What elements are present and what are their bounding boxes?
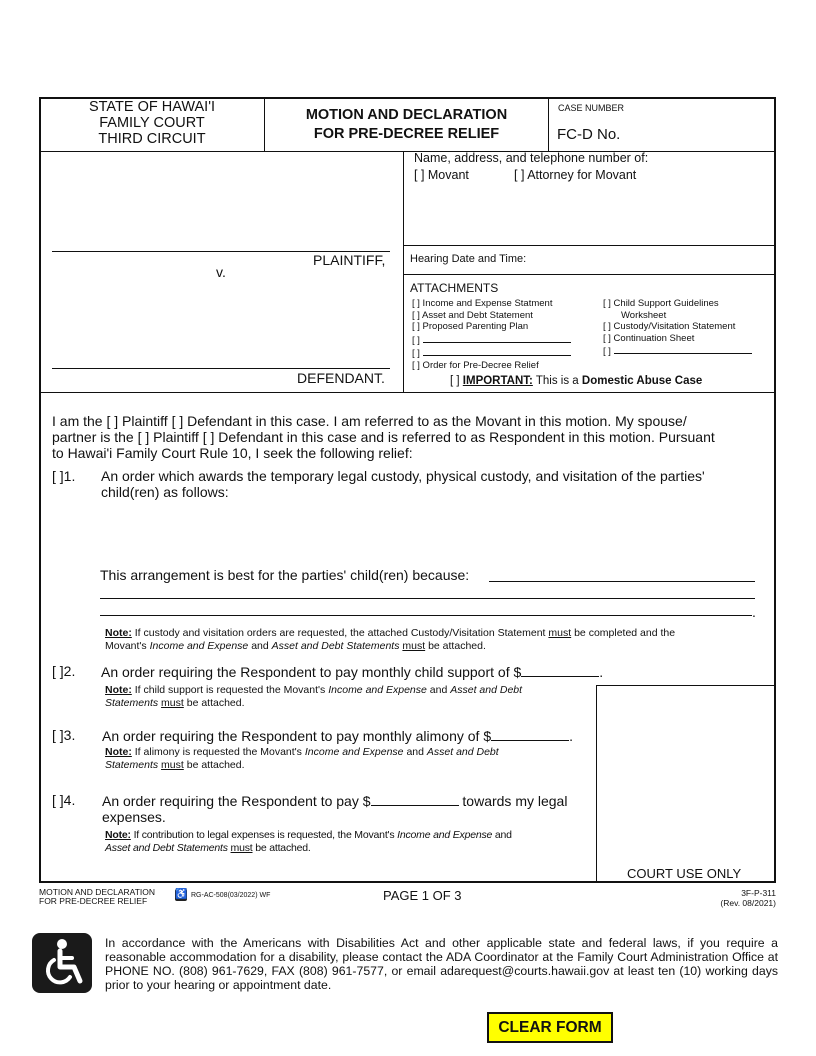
caption-bottom-line [40, 392, 775, 393]
intro-line-2: partner is the [ ] Plaintiff [ ] Defendant in this case and is referred to as Respondent in this motion. Pursuant [52, 429, 715, 445]
ada-notice: In accordance with the Americans with Disabilities Act and other applicable state and federal laws, if you require a reasonable accommodation for a disability, please contact the ADA Coordinator at the Family Court Administration Office at PHONE NO. (808) 961-7629, FAX (808) 961-7577, or email adarequest@courts.hawaii.gov at least ten (10) working days prior to your hearing or appointment date. [105, 936, 778, 992]
note-1: Note: If custody and visitation orders are requested, the attached Custody/Visitation Statement must be completed and the Movant's Income and Expense and Asset and Debt Statements must be attached. [105, 627, 676, 652]
item-3-label: An order requiring the Respondent to pay monthly alimony of $ [102, 728, 492, 744]
note-2: Note: If child support is requested the Movant's Income and Expense and Asset and Debt Statements must be attached. [105, 684, 523, 709]
header-divider-2 [548, 98, 549, 151]
child-support-amount[interactable] [521, 663, 599, 677]
attach-asset-debt[interactable]: [ ] Asset and Debt Statement [412, 309, 533, 321]
because-period: . [752, 604, 756, 620]
defendant-line [52, 368, 390, 369]
hearing-label: Hearing Date and Time: [410, 253, 527, 265]
note-3: Note: If alimony is requested the Movant's Income and Expense and Asset and Debt Statements must be attached. [105, 746, 499, 771]
item-1-because: This arrangement is best for the parties' child(ren) because: [100, 567, 470, 583]
intro-paragraph [52, 413, 768, 461]
attach-blank-2[interactable]: [ ] [412, 346, 571, 360]
court-use-label: COURT USE ONLY [627, 866, 742, 881]
item-1-text [101, 468, 761, 500]
court-line-2: FAMILY COURT [99, 115, 205, 131]
attach-custody[interactable]: [ ] Custody/Visitation Statement [603, 321, 736, 332]
defendant-label: DEFENDANT. [297, 370, 385, 386]
hearing-bottom-line [403, 274, 775, 275]
court-use-left [596, 685, 597, 882]
because-line-2[interactable] [100, 598, 755, 599]
wheelchair-icon [32, 933, 92, 993]
attach-child-support[interactable]: [ ] Child Support Guidelines [603, 298, 719, 309]
attach-parenting-plan[interactable]: [ ] Proposed Parenting Plan [412, 321, 529, 332]
attach-child-support-cont: Worksheet [621, 309, 667, 321]
note-1-label: Note: [105, 627, 132, 639]
form-title [265, 106, 548, 144]
court-line-1: STATE OF HAWAI'I [88, 99, 216, 115]
footer-form-name [39, 888, 155, 906]
alimony-amount[interactable] [491, 727, 569, 741]
court-use-top [596, 685, 776, 686]
item-2-label: An order requiring the Respondent to pay monthly child support of $ [101, 664, 522, 680]
footer-form-id [696, 888, 776, 908]
versus-label: v. [216, 264, 226, 280]
attachments-right [603, 298, 752, 358]
item-2-checkbox[interactable]: [ ]2. [52, 663, 76, 679]
item-1-checkbox[interactable]: [ ]1. [52, 468, 76, 484]
intro-line-1: I am the [ ] Plaintiff [ ] Defendant in this case. I am referred to as the Movant in this motion. My spouse/ [52, 413, 687, 429]
footer-accessibility-icon: ♿ [175, 889, 188, 900]
header-bottom-line [40, 151, 775, 152]
attach-income-expense[interactable]: [ ] Income and Expense Statment [412, 298, 553, 309]
clear-form-button[interactable]: CLEAR FORM [487, 1012, 613, 1043]
case-number-label: CASE NUMBER [558, 103, 625, 113]
footer-form-line-1: MOTION AND DECLARATION [39, 887, 156, 897]
footer-form-line-2: FOR PRE-DECREE RELIEF [39, 896, 148, 906]
note-4: Note: If contribution to legal expenses is requested, the Movant's Income and Expense and Asset and Debt Statements must be attached. [105, 829, 512, 854]
footer-page: PAGE 1 OF 3 [383, 888, 462, 903]
case-number-field[interactable]: FC-D No. [557, 126, 621, 143]
name-address-label: Name, address, and telephone number of: [414, 151, 649, 165]
important-label: IMPORTANT: [462, 375, 533, 387]
caption-divider [403, 151, 404, 392]
attach-continuation[interactable]: [ ] Continuation Sheet [603, 332, 695, 344]
attorney-option[interactable]: [ ] Attorney for Movant [514, 168, 637, 182]
attach-blank-3[interactable]: [ ] [603, 344, 752, 358]
footer-rev: (Rev. 08/2021) [720, 898, 776, 908]
hearing-top-line [403, 245, 775, 246]
attachments-left [412, 298, 571, 371]
because-line-3[interactable] [100, 615, 752, 616]
item-3-checkbox[interactable]: [ ]3. [52, 727, 76, 743]
footer-form-code: RG-AC-508(03/2022) WF [191, 892, 271, 899]
item-1-line-2: child(ren) as follows: [101, 484, 229, 500]
title-line-1: MOTION AND DECLARATION [305, 107, 508, 123]
item-1-line-1: An order which awards the temporary legal custody, physical custody, and visitation of the parties' [101, 468, 705, 484]
item-4-text: An order requiring the Respondent to pay $ towards my legal expenses. [102, 793, 568, 825]
item-4-checkbox[interactable]: [ ]4. [52, 792, 76, 808]
plaintiff-label: PLAINTIFF, [313, 252, 386, 268]
attach-blank-1[interactable]: [ ] [412, 333, 571, 347]
because-line-1[interactable] [489, 581, 755, 582]
court-line-3: THIRD CIRCUIT [98, 131, 206, 147]
important-text: This is a [535, 375, 579, 387]
important-bold: Domestic Abuse Case [581, 375, 703, 387]
ada-icon [32, 933, 92, 993]
attachments-title: ATTACHMENTS [410, 281, 499, 295]
item-3-text: An order requiring the Respondent to pay monthly alimony of $ . [102, 728, 574, 744]
footer-form-id-text: 3F-P-311 [741, 888, 776, 898]
item-4-label: An order requiring the Respondent to pay $ [102, 793, 371, 809]
important-line[interactable] [450, 375, 702, 387]
title-line-2: FOR PRE-DECREE RELIEF [313, 126, 500, 142]
important-bracket: [ ] [450, 375, 460, 387]
movant-option[interactable]: [ ] Movant [414, 168, 469, 182]
legal-expense-amount[interactable] [371, 792, 459, 806]
item-4-line-2: expenses. [102, 809, 166, 825]
attach-order[interactable]: [ ] Order for Pre-Decree Relief [412, 359, 539, 371]
item-2-text: An order requiring the Respondent to pay monthly child support of $ . [101, 664, 604, 680]
court-name [40, 99, 264, 147]
intro-line-3: to Hawai'i Family Court Rule 10, I seek the following relief: [52, 445, 413, 461]
